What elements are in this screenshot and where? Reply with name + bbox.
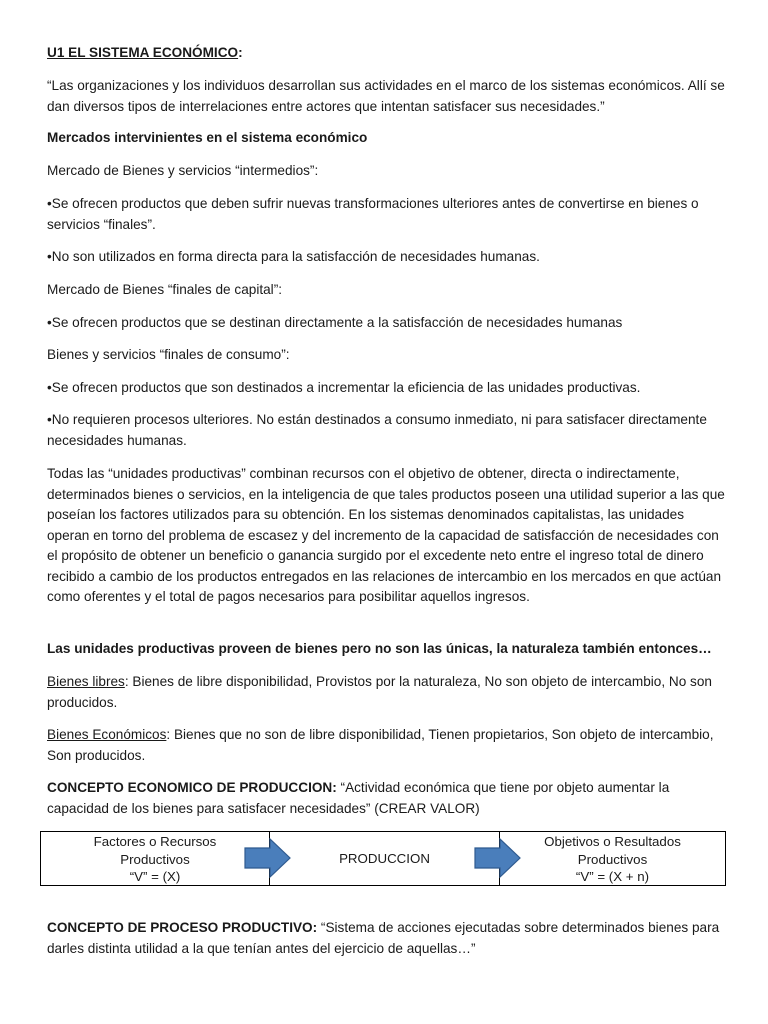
free-goods-text: : Bienes de libre disponibilidad, Provistos por la naturaleza, No son objeto de intercambio, No son producidos. <box>47 674 712 710</box>
bullet-intermediate-2: •No son utilizados en forma directa para la satisfacción de necesidades humanas. <box>47 249 540 264</box>
productive-units-paragraph: Todas las “unidades productivas” combinan recursos con el objetivo de obtener, directa o indirectamente, determinados bienes o servicios, en la inteligencia de que tales productos poseen una utilidad superior a las que poseían los factores utilizados para su obtención. En los sistemas denominados capitalistas, las unidades operan en torno del problema de escasez y del incremento de la capacidad de satisfacción de necesidades con el propósito de obtener un beneficio o ganancia surgido por el excedente neto entre el ingreso total de dinero recibido a cambio de los productos entregados en las relaciones de intercambio en los mercados en que actúan como oferentes y el total de pagos necesarios para posibilitar aquellos ingresos. <box>47 466 725 604</box>
production-concept <box>47 778 725 819</box>
bullet-capital-1: •Se ofrecen productos que se destinan directamente a la satisfacción de necesidades humanas <box>47 315 623 330</box>
intro-quote: “Las organizaciones y los individuos desarrollan sus actividades en el marco de los sistemas económicos. Allí se dan diversos tipos de interrelaciones entre actores que intentan satisfacer sus necesidades.” <box>47 78 725 114</box>
bullet-consumption-1: •Se ofrecen productos que son destinados a incrementar la eficiencia de las unidades productivas. <box>47 380 641 395</box>
economic-goods-definition <box>47 725 725 766</box>
production-concept-text: “Actividad económica que tiene por objeto aumentar la capacidad de los bienes para satisfacer necesidades” (CREAR VALOR) <box>47 780 670 816</box>
nature-heading: Las unidades productivas proveen de bienes pero no son las únicas, la naturaleza también entonces… <box>47 641 712 656</box>
input-value-formula: “V” = (X) <box>129 869 181 884</box>
output-results-line1: Objetivos o Resultados <box>544 834 681 849</box>
intermediate-market-label: Mercado de Bienes y servicios “intermedios”: <box>47 163 319 178</box>
economic-goods-text: : Bienes que no son de libre disponibilidad, Tienen propietarios, Son objeto de intercambio, Son producidos. <box>47 727 714 763</box>
input-factors-line2: Productivos <box>120 851 190 867</box>
production-process-box <box>270 832 500 885</box>
productive-process-text: “Sistema de acciones ejecutadas sobre determinados bienes para darles distinta utilidad a la que tenían antes del ejercicio de aquellas…” <box>47 920 720 956</box>
input-factors-box <box>41 832 270 886</box>
output-value-formula: “V” = (X + n) <box>575 869 650 884</box>
production-flow-diagram <box>40 831 726 886</box>
right-arrow-icon <box>244 838 292 878</box>
consumption-market-label: Bienes y servicios “finales de consumo”: <box>47 347 290 362</box>
input-factors-line1: Factores o Recursos <box>93 834 217 849</box>
right-arrow-icon <box>474 838 522 878</box>
title-colon: : <box>238 45 243 60</box>
free-goods-label: Bienes libres <box>47 674 125 689</box>
productive-process-label: CONCEPTO DE PROCESO PRODUCTIVO: <box>47 920 318 935</box>
productive-process-concept <box>47 918 725 959</box>
production-process-label: PRODUCCION <box>339 851 430 866</box>
output-results-line2: Productivos <box>577 851 648 867</box>
capital-market-label: Mercado de Bienes “finales de capital”: <box>47 282 282 297</box>
output-results-box <box>500 832 725 886</box>
free-goods-definition <box>47 672 725 713</box>
document-title-line <box>47 43 725 64</box>
production-concept-label: CONCEPTO ECONOMICO DE PRODUCCION: <box>47 780 337 795</box>
bullet-intermediate-1: •Se ofrecen productos que deben sufrir nuevas transformaciones ulteriores antes de convertirse en bienes o servicios “finales”. <box>47 196 699 232</box>
markets-heading: Mercados intervinientes en el sistema económico <box>47 130 368 145</box>
bullet-consumption-2: •No requieren procesos ulteriores. No están destinados a consumo inmediato, ni para satisfacer directamente necesidades humanas. <box>47 412 707 448</box>
economic-goods-label: Bienes Económicos <box>47 727 167 742</box>
document-title: U1 EL SISTEMA ECONÓMICO <box>47 45 239 60</box>
